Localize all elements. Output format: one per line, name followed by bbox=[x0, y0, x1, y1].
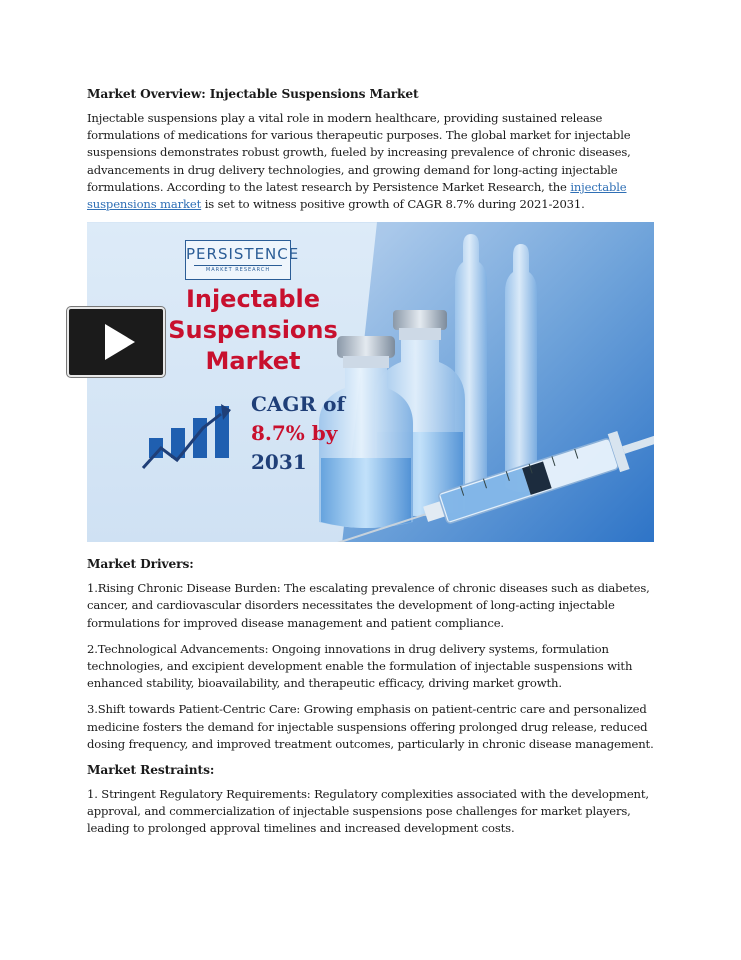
banner-title bbox=[163, 284, 343, 377]
banner-title-line: Market bbox=[205, 347, 301, 376]
play-icon bbox=[105, 324, 135, 360]
product-visual bbox=[87, 222, 654, 542]
banner-title-line: Injectable bbox=[185, 285, 321, 314]
cagr-line: 8.7% by bbox=[251, 421, 338, 446]
ampoule-icon bbox=[455, 234, 537, 492]
injectable-suspensions-market-link[interactable]: injectable suspensions market bbox=[87, 179, 627, 212]
persistence-logo bbox=[185, 240, 300, 280]
restraints-heading: Market Restraints: bbox=[87, 763, 215, 778]
overview-intro-text: Injectable suspensions play a vital role in modern healthcare, providing sustained release formulations of medications for various therapeutic purposes. The global market for injectable suspensions demonstrates robust growth, fueled by increasing prevalence of chronic diseases, advancements in drug delivery technologies, and growing demand for long-acting injectable formulations. According to the latest research by Persistence Market Research, the bbox=[87, 111, 631, 194]
banner-cagr bbox=[251, 390, 361, 477]
market-banner-image bbox=[87, 222, 654, 542]
document-page bbox=[87, 86, 657, 847]
growth-chart-icon bbox=[141, 398, 241, 478]
overview-heading: Market Overview: Injectable Suspensions Market bbox=[87, 87, 419, 101]
video-play-button[interactable] bbox=[67, 307, 165, 377]
drivers-heading: Market Drivers: bbox=[87, 557, 194, 572]
banner-title-line: Suspensions bbox=[168, 316, 338, 345]
overview-paragraph bbox=[87, 110, 657, 213]
restraint-item: 1. Stringent Regulatory Requirements: Regulatory complexities associated with the development, approval, and commercialization of injectable suspensions pose challenges for market players, leading to prolonged approval timelines and increased development costs. bbox=[87, 787, 649, 836]
driver-item: 3.Shift towards Patient-Centric Care: Growing emphasis on patient-centric care and personalized medicine fosters the demand for injectable suspensions offering prolonged drug release, reduced dosing frequency, and improved treatment outcomes, particularly in chronic disease management. bbox=[87, 702, 654, 751]
logo-sub-text: MARKET RESEARCH bbox=[194, 265, 282, 273]
driver-item: 1.Rising Chronic Disease Burden: The escalating prevalence of chronic diseases such as diabetes, cancer, and cardiovascular disorders necessitates the development of long-acting injectable formulations for improved disease management and patient compliance. bbox=[87, 581, 650, 630]
cagr-line: CAGR of bbox=[251, 392, 346, 417]
cagr-line: 2031 bbox=[251, 450, 307, 475]
driver-item: 2.Technological Advancements: Ongoing innovations in drug delivery systems, formulation technologies, and excipient development enable the formulation of injectable suspensions with enhanced stability, bioavailability, and therapeutic efficacy, driving market growth. bbox=[87, 641, 633, 691]
overview-after-link-text: is set to witness positive growth of CAGR 8.7% during 2021-2031. bbox=[201, 197, 585, 212]
logo-main-text: PERSISTENCE bbox=[186, 245, 300, 264]
